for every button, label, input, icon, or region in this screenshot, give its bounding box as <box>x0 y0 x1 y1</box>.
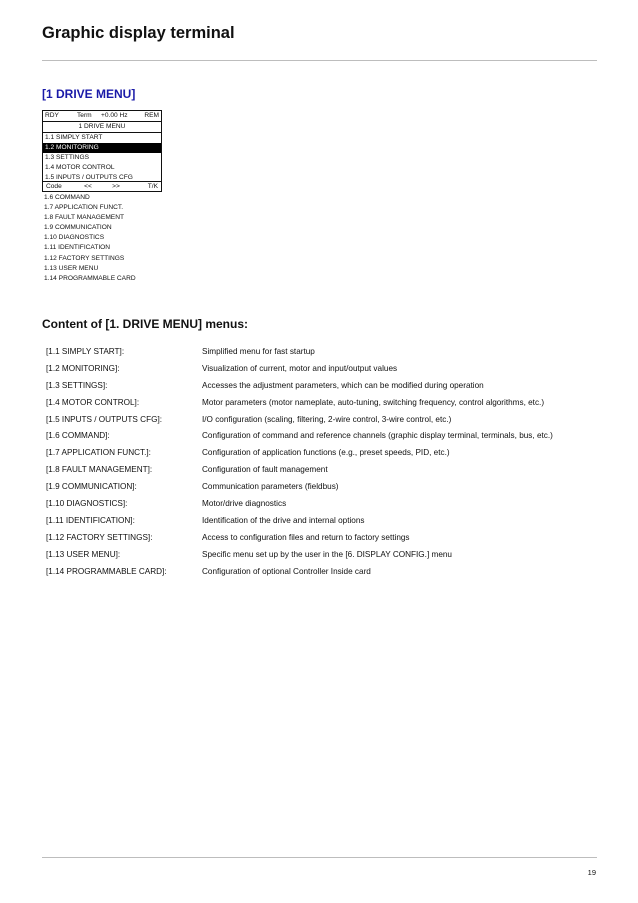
menu-list-item: 1.6 COMMAND <box>44 194 90 201</box>
table-row <box>46 346 606 363</box>
menu-key: [1.11 IDENTIFICATION]: <box>46 515 135 525</box>
softkey-prev[interactable]: << <box>84 183 92 190</box>
table-row <box>46 430 606 447</box>
table-row <box>46 481 606 498</box>
terminal-state: RDY <box>45 112 59 119</box>
softkey-code[interactable]: Code <box>46 183 62 190</box>
menu-description: Configuration of command and reference channels (graphic display terminal, terminals, bus, etc.) <box>202 431 553 441</box>
section-heading: [1 DRIVE MENU] <box>42 87 136 101</box>
terminal-menu-item[interactable]: 1.2 MONITORING <box>43 143 161 153</box>
terminal-channel: Term <box>77 112 92 119</box>
page-number: 19 <box>587 868 596 877</box>
table-row <box>46 498 606 515</box>
menu-description: Specific menu set up by the user in the [6. DISPLAY CONFIG.] menu <box>202 549 452 559</box>
menu-description: Simplified menu for fast startup <box>202 347 315 356</box>
menu-list-item: 1.12 FACTORY SETTINGS <box>44 254 125 262</box>
menu-list-item: 1.14 PROGRAMMABLE CARD <box>44 274 136 282</box>
menu-key: [1.6 COMMAND]: <box>46 431 110 441</box>
menu-list-item: 1.13 USER MENU <box>44 264 99 272</box>
menu-key: [1.9 COMMUNICATION]: <box>46 482 137 492</box>
menu-key: [1.12 FACTORY SETTINGS]: <box>46 532 153 542</box>
table-row <box>46 515 606 532</box>
softkey-tk[interactable]: T/K <box>147 183 158 190</box>
menu-description: Motor parameters (motor nameplate, auto-tuning, switching frequency, control algorithms, etc.) <box>202 397 545 407</box>
remaining-menu-list <box>44 193 136 284</box>
terminal-menu-title: 1 DRIVE MENU <box>43 122 161 133</box>
table-row <box>46 447 606 464</box>
menu-description: Visualization of current, motor and input/output values <box>202 363 398 373</box>
menu-key: [1.14 PROGRAMMABLE CARD]: <box>46 566 167 576</box>
menu-list-item: 1.9 COMMUNICATION <box>44 224 112 232</box>
terminal-mode: REM <box>144 112 159 119</box>
menu-description: Access to configuration files and return to factory settings <box>202 532 410 542</box>
menu-key: [1.13 USER MENU]: <box>46 549 121 559</box>
menu-list-item: 1.7 APPLICATION FUNCT. <box>44 204 124 212</box>
terminal-status-bar <box>43 111 161 122</box>
page-title: Graphic display terminal <box>42 24 235 42</box>
table-row <box>46 397 606 414</box>
menu-description: Configuration of fault management <box>202 465 328 475</box>
menu-list-item: 1.10 DIAGNOSTICS <box>44 234 105 242</box>
menu-list-item: 1.11 IDENTIFICATION <box>44 244 111 252</box>
terminal-menu-list <box>43 133 161 183</box>
terminal-softkey-bar <box>43 181 161 191</box>
menu-description: Configuration of application functions (e.g., preset speeds, PID, etc.) <box>202 448 450 458</box>
menu-description: I/O configuration (scaling, filtering, 2-wire control, 3-wire control, etc.) <box>202 414 452 424</box>
terminal-menu-item[interactable]: 1.5 INPUTS / OUTPUTS CFG <box>45 174 133 181</box>
bottom-divider <box>42 857 597 858</box>
menu-description: Motor/drive diagnostics <box>202 499 287 509</box>
table-row <box>46 532 606 549</box>
menu-key: [1.7 APPLICATION FUNCT.]: <box>46 448 151 458</box>
table-row <box>46 549 606 566</box>
menu-key: [1.5 INPUTS / OUTPUTS CFG]: <box>46 414 163 424</box>
terminal-menu-item[interactable]: 1.1 SIMPLY START <box>45 134 103 141</box>
content-heading: Content of [1. DRIVE MENU] menus: <box>42 317 248 331</box>
table-row <box>46 380 606 397</box>
menu-description: Identification of the drive and internal options <box>202 515 365 525</box>
menu-key: [1.8 FAULT MANAGEMENT]: <box>46 465 153 475</box>
table-row <box>46 363 606 380</box>
top-divider <box>42 60 597 61</box>
menu-description: Accesses the adjustment parameters, which can be modified during operation <box>202 380 484 390</box>
menu-list-item: 1.8 FAULT MANAGEMENT <box>44 214 124 222</box>
table-row <box>46 566 606 583</box>
table-row <box>46 414 606 431</box>
menu-key: [1.3 SETTINGS]: <box>46 380 108 390</box>
menu-key: [1.1 SIMPLY START]: <box>46 347 125 356</box>
menu-key: [1.2 MONITORING]: <box>46 363 120 373</box>
menu-description: Configuration of optional Controller Inside card <box>202 566 371 576</box>
menu-description-table <box>46 346 606 582</box>
terminal-screen <box>42 110 162 192</box>
terminal-menu-item[interactable]: 1.3 SETTINGS <box>45 154 89 161</box>
softkey-next[interactable]: >> <box>112 183 120 190</box>
terminal-frequency: +0.00 Hz <box>101 112 128 119</box>
menu-key: [1.10 DIAGNOSTICS]: <box>46 499 128 509</box>
menu-description: Communication parameters (fieldbus) <box>202 482 339 492</box>
menu-key: [1.4 MOTOR CONTROL]: <box>46 397 140 407</box>
terminal-menu-item[interactable]: 1.4 MOTOR CONTROL <box>45 164 115 171</box>
table-row <box>46 464 606 481</box>
